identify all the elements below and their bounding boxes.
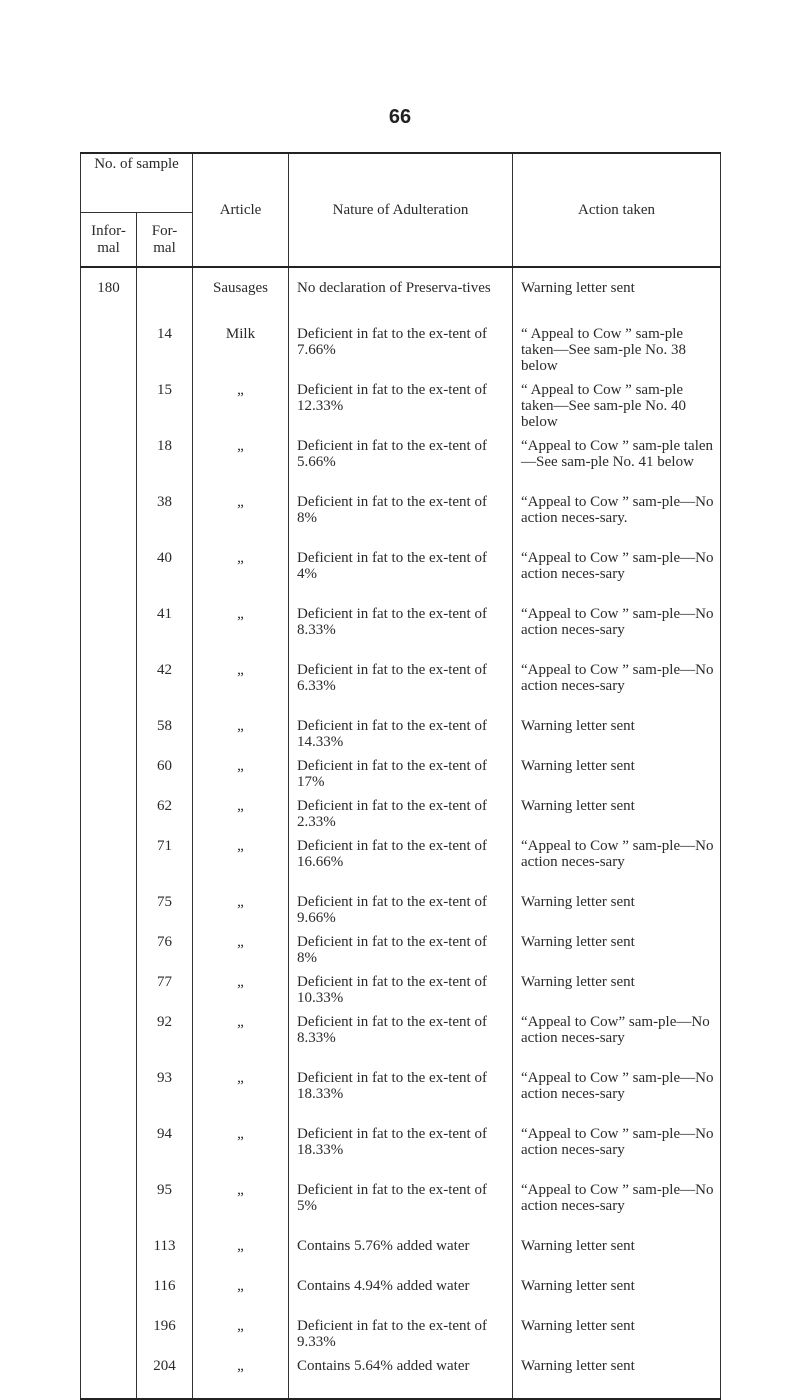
- cell-nature: Deficient in fat to the ex-tent of 5.66%: [289, 436, 513, 492]
- table-row: [81, 1236, 721, 1276]
- cell-action: “Appeal to Cow ” sam-ple—No action neces-sary: [513, 604, 721, 660]
- cell-informal: 180: [81, 267, 137, 324]
- table-row: [81, 548, 721, 604]
- cell-action: “ Appeal to Cow ” sam-ple taken—See sam-ple No. 40 below: [513, 380, 721, 436]
- cell-formal: 76: [137, 932, 193, 972]
- cell-article: Milk: [193, 324, 289, 380]
- cell-informal: [81, 756, 137, 796]
- cell-formal: 77: [137, 972, 193, 1012]
- cell-article: „: [193, 604, 289, 660]
- cell-nature: Contains 5.64% added water: [289, 1356, 513, 1399]
- cell-formal: 40: [137, 548, 193, 604]
- cell-formal: 93: [137, 1068, 193, 1124]
- cell-nature: Deficient in fat to the ex-tent of 9.33%: [289, 1316, 513, 1356]
- cell-informal: [81, 436, 137, 492]
- cell-nature: Deficient in fat to the ex-tent of 10.33%: [289, 972, 513, 1012]
- cell-nature: Deficient in fat to the ex-tent of 5%: [289, 1180, 513, 1236]
- table-header: [81, 153, 721, 267]
- cell-article: Sausages: [193, 267, 289, 324]
- table-row: [81, 492, 721, 548]
- cell-informal: [81, 604, 137, 660]
- cell-informal: [81, 1068, 137, 1124]
- cell-formal: 60: [137, 756, 193, 796]
- table-row: [81, 604, 721, 660]
- cell-article: „: [193, 1276, 289, 1316]
- cell-nature: Deficient in fat to the ex-tent of 14.33%: [289, 716, 513, 756]
- cell-formal: 94: [137, 1124, 193, 1180]
- cell-informal: [81, 1356, 137, 1399]
- cell-article: „: [193, 1068, 289, 1124]
- cell-formal: 196: [137, 1316, 193, 1356]
- cell-formal: 62: [137, 796, 193, 836]
- cell-article: „: [193, 1316, 289, 1356]
- table-row: [81, 267, 721, 324]
- cell-informal: [81, 1276, 137, 1316]
- cell-nature: Deficient in fat to the ex-tent of 8%: [289, 932, 513, 972]
- table-row: [81, 1068, 721, 1124]
- cell-nature: Contains 4.94% added water: [289, 1276, 513, 1316]
- cell-action: Warning letter sent: [513, 932, 721, 972]
- header-informal: Infor-mal: [81, 213, 137, 268]
- cell-article: „: [193, 1012, 289, 1068]
- cell-formal: 71: [137, 836, 193, 892]
- cell-nature: Contains 5.76% added water: [289, 1236, 513, 1276]
- cell-formal: 95: [137, 1180, 193, 1236]
- cell-formal: 14: [137, 324, 193, 380]
- cell-action: “Appeal to Cow ” sam-ple—No action neces-sary: [513, 548, 721, 604]
- cell-action: Warning letter sent: [513, 716, 721, 756]
- cell-formal: 38: [137, 492, 193, 548]
- adulteration-table: [80, 152, 721, 1400]
- cell-nature: Deficient in fat to the ex-tent of 8.33%: [289, 1012, 513, 1068]
- cell-article: „: [193, 932, 289, 972]
- cell-action: Warning letter sent: [513, 1316, 721, 1356]
- cell-formal: 58: [137, 716, 193, 756]
- cell-article: „: [193, 492, 289, 548]
- cell-action: Warning letter sent: [513, 1356, 721, 1399]
- cell-action: Warning letter sent: [513, 892, 721, 932]
- cell-action: “Appeal to Cow ” sam-ple—No action neces-sary: [513, 1068, 721, 1124]
- table-row: [81, 836, 721, 892]
- cell-article: „: [193, 796, 289, 836]
- cell-nature: Deficient in fat to the ex-tent of 7.66%: [289, 324, 513, 380]
- cell-action: Warning letter sent: [513, 756, 721, 796]
- cell-formal: 116: [137, 1276, 193, 1316]
- cell-article: „: [193, 1236, 289, 1276]
- cell-nature: Deficient in fat to the ex-tent of 18.33%: [289, 1068, 513, 1124]
- cell-action: Warning letter sent: [513, 972, 721, 1012]
- table-row: [81, 1012, 721, 1068]
- cell-formal: 75: [137, 892, 193, 932]
- cell-informal: [81, 1124, 137, 1180]
- cell-nature: Deficient in fat to the ex-tent of 2.33%: [289, 796, 513, 836]
- table-body: [81, 267, 721, 1399]
- cell-article: „: [193, 660, 289, 716]
- cell-action: “Appeal to Cow” sam-ple—No action neces-sary: [513, 1012, 721, 1068]
- cell-action: Warning letter sent: [513, 796, 721, 836]
- table-row: [81, 716, 721, 756]
- cell-nature: No declaration of Preserva-tives: [289, 267, 513, 324]
- cell-nature: Deficient in fat to the ex-tent of 18.33%: [289, 1124, 513, 1180]
- cell-informal: [81, 932, 137, 972]
- cell-formal: 42: [137, 660, 193, 716]
- cell-article: „: [193, 1180, 289, 1236]
- cell-formal: 92: [137, 1012, 193, 1068]
- table-row: [81, 380, 721, 436]
- cell-informal: [81, 972, 137, 1012]
- cell-action: Warning letter sent: [513, 1236, 721, 1276]
- cell-informal: [81, 548, 137, 604]
- cell-article: „: [193, 892, 289, 932]
- cell-formal: 41: [137, 604, 193, 660]
- cell-informal: [81, 892, 137, 932]
- table-row: [81, 1180, 721, 1236]
- cell-nature: Deficient in fat to the ex-tent of 17%: [289, 756, 513, 796]
- cell-article: „: [193, 1356, 289, 1399]
- header-article: Article: [193, 153, 289, 267]
- cell-formal: 113: [137, 1236, 193, 1276]
- cell-formal: 15: [137, 380, 193, 436]
- table-row: [81, 1316, 721, 1356]
- cell-formal: 18: [137, 436, 193, 492]
- cell-action: “Appeal to Cow ” sam-ple—No action neces-sary: [513, 1180, 721, 1236]
- cell-formal: 204: [137, 1356, 193, 1399]
- table-row: [81, 436, 721, 492]
- table-row: [81, 796, 721, 836]
- cell-informal: [81, 796, 137, 836]
- table-row: [81, 892, 721, 932]
- cell-article: „: [193, 436, 289, 492]
- cell-informal: [81, 1180, 137, 1236]
- cell-article: „: [193, 716, 289, 756]
- cell-article: „: [193, 972, 289, 1012]
- cell-action: “Appeal to Cow ” sam-ple—No action neces-sary: [513, 660, 721, 716]
- table-row: [81, 756, 721, 796]
- cell-nature: Deficient in fat to the ex-tent of 16.66%: [289, 836, 513, 892]
- cell-action: “Appeal to Cow ” sam-ple—No action neces-sary: [513, 836, 721, 892]
- table-row: [81, 1356, 721, 1399]
- cell-informal: [81, 1316, 137, 1356]
- cell-article: „: [193, 836, 289, 892]
- table-row: [81, 660, 721, 716]
- cell-article: „: [193, 756, 289, 796]
- cell-nature: Deficient in fat to the ex-tent of 12.33%: [289, 380, 513, 436]
- table-row: [81, 1276, 721, 1316]
- header-no-of-sample: No. of sample: [81, 153, 193, 213]
- cell-informal: [81, 1236, 137, 1276]
- cell-action: “Appeal to Cow ” sam-ple—No action neces-sary: [513, 1124, 721, 1180]
- cell-informal: [81, 660, 137, 716]
- cell-nature: Deficient in fat to the ex-tent of 9.66%: [289, 892, 513, 932]
- cell-informal: [81, 1012, 137, 1068]
- table-row: [81, 972, 721, 1012]
- cell-informal: [81, 380, 137, 436]
- cell-article: „: [193, 548, 289, 604]
- cell-action: “Appeal to Cow ” sam-ple—No action neces-sary.: [513, 492, 721, 548]
- table-row: [81, 324, 721, 380]
- cell-informal: [81, 492, 137, 548]
- cell-nature: Deficient in fat to the ex-tent of 8.33%: [289, 604, 513, 660]
- cell-article: „: [193, 380, 289, 436]
- header-nature: Nature of Adulteration: [289, 153, 513, 267]
- table-row: [81, 1124, 721, 1180]
- cell-informal: [81, 836, 137, 892]
- cell-action: Warning letter sent: [513, 1276, 721, 1316]
- cell-informal: [81, 716, 137, 756]
- header-formal: For-mal: [137, 213, 193, 268]
- cell-action: “Appeal to Cow ” sam-ple talen—See sam-ple No. 41 below: [513, 436, 721, 492]
- cell-formal: [137, 267, 193, 324]
- header-action: Action taken: [513, 153, 721, 267]
- page-number: 66: [388, 106, 412, 128]
- table-row: [81, 932, 721, 972]
- cell-nature: Deficient in fat to the ex-tent of 8%: [289, 492, 513, 548]
- cell-nature: Deficient in fat to the ex-tent of 6.33%: [289, 660, 513, 716]
- cell-informal: [81, 324, 137, 380]
- cell-article: „: [193, 1124, 289, 1180]
- cell-nature: Deficient in fat to the ex-tent of 4%: [289, 548, 513, 604]
- cell-action: Warning letter sent: [513, 267, 721, 324]
- cell-action: “ Appeal to Cow ” sam-ple taken—See sam-ple No. 38 below: [513, 324, 721, 380]
